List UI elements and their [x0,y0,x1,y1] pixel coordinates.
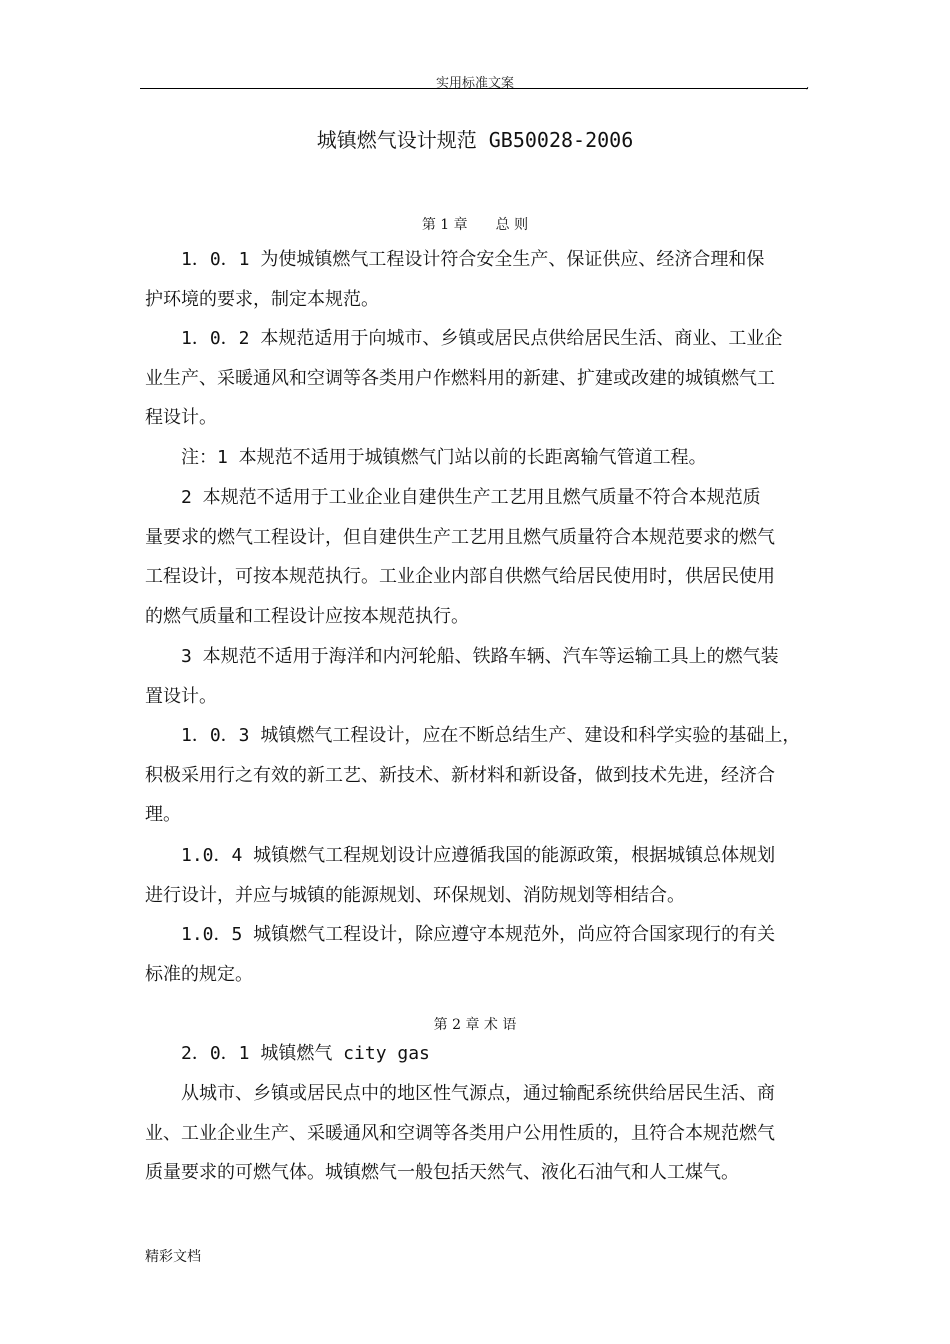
clause-1-0-3 [145,716,813,835]
page-footer: 精彩文档 [145,1249,201,1265]
page-header: 实用标准文案 [435,76,514,91]
paragraph-line: 的燃气质量和工程设计应按本规范执行。 [145,605,469,627]
header-mark: , [806,80,810,91]
paragraph-line: 业、工业企业生产、采暖通风和空调等各类用户公用性质的，且符合本规范燃气 [145,1122,775,1144]
paragraph-line: 理。 [145,804,181,825]
clause-1-0-1 [145,240,813,319]
note-2 [145,478,813,636]
paragraph-line: 1．0．3 城镇燃气工程设计，应在不断总结生产、建设和科学实验的基础上， [181,725,801,746]
paragraph-line: 从城市、乡镇或居民点中的地区性气源点，通过输配系统供给居民生活、商 [181,1083,775,1104]
paragraph-line: 质量要求的可燃气体。城镇燃气一般包括天然气、液化石油气和人工煤气。 [145,1162,739,1183]
paragraph-line: 量要求的燃气工程设计，但自建供生产工艺用且燃气质量符合本规范要求的燃气 [145,526,775,548]
paragraph-line: 3 本规范不适用于海洋和内河轮船、铁路车辆、汽车等运输工具上的燃气装 [181,646,779,667]
clause-2-0-1-definition [145,1074,813,1193]
paragraph-line: 标准的规定。 [145,963,253,985]
paragraph-line: 注：1 本规范不适用于城镇燃气门站以前的长距离输气管道工程。 [181,447,707,468]
chapter-1-heading: 第 1 章 总 则 [421,217,529,233]
paragraph-line: 置设计。 [145,685,217,707]
paragraph-line: 2 本规范不适用于工业企业自建供生产工艺用且燃气质量不符合本规范质 [181,487,761,508]
paragraph-line: 1.0．4 城镇燃气工程规划设计应遵循我国的能源政策，根据城镇总体规划 [181,845,776,866]
paragraph-line: 2．0．1 城镇燃气 city gas [181,1043,430,1064]
document-title: 城镇燃气设计规范 GB50028-2006 [316,128,634,152]
clause-2-0-1 [145,1034,813,1074]
paragraph-line: 业生产、采暖通风和空调等各类用户作燃料用的新建、扩建或改建的城镇燃气工 [145,367,775,389]
paragraph-line: 1.0．5 城镇燃气工程设计，除应遵守本规范外，尚应符合国家现行的有关 [181,924,776,945]
chapter-2-heading: 第 2 章 术 语 [433,1017,517,1033]
paragraph-line: 进行设计，并应与城镇的能源规划、环保规划、消防规划等相结合。 [145,884,685,906]
paragraph-line: 程设计。 [145,407,217,428]
paragraph-line: 1．0．2 本规范适用于向城市、乡镇或居民点供给居民生活、商业、工业企 [181,328,783,349]
paragraph-line: 工程设计，可按本规范执行。工业企业内部自供燃气给居民使用时，供居民使用 [145,566,775,587]
paragraph-line: 积极采用行之有效的新工艺、新技术、新材料和新设备，做到技术先进，经济合 [145,764,775,786]
note-3 [145,637,813,716]
clause-1-0-2 [145,319,813,438]
note-1 [145,438,813,478]
clause-1-0-5 [145,915,813,994]
paragraph-line: 1．0．1 为使城镇燃气工程设计符合安全生产、保证供应、经济合理和保 [181,249,765,270]
clause-1-0-4 [145,836,813,915]
header-rule [140,88,808,89]
paragraph-line: 护环境的要求，制定本规范。 [145,288,379,310]
